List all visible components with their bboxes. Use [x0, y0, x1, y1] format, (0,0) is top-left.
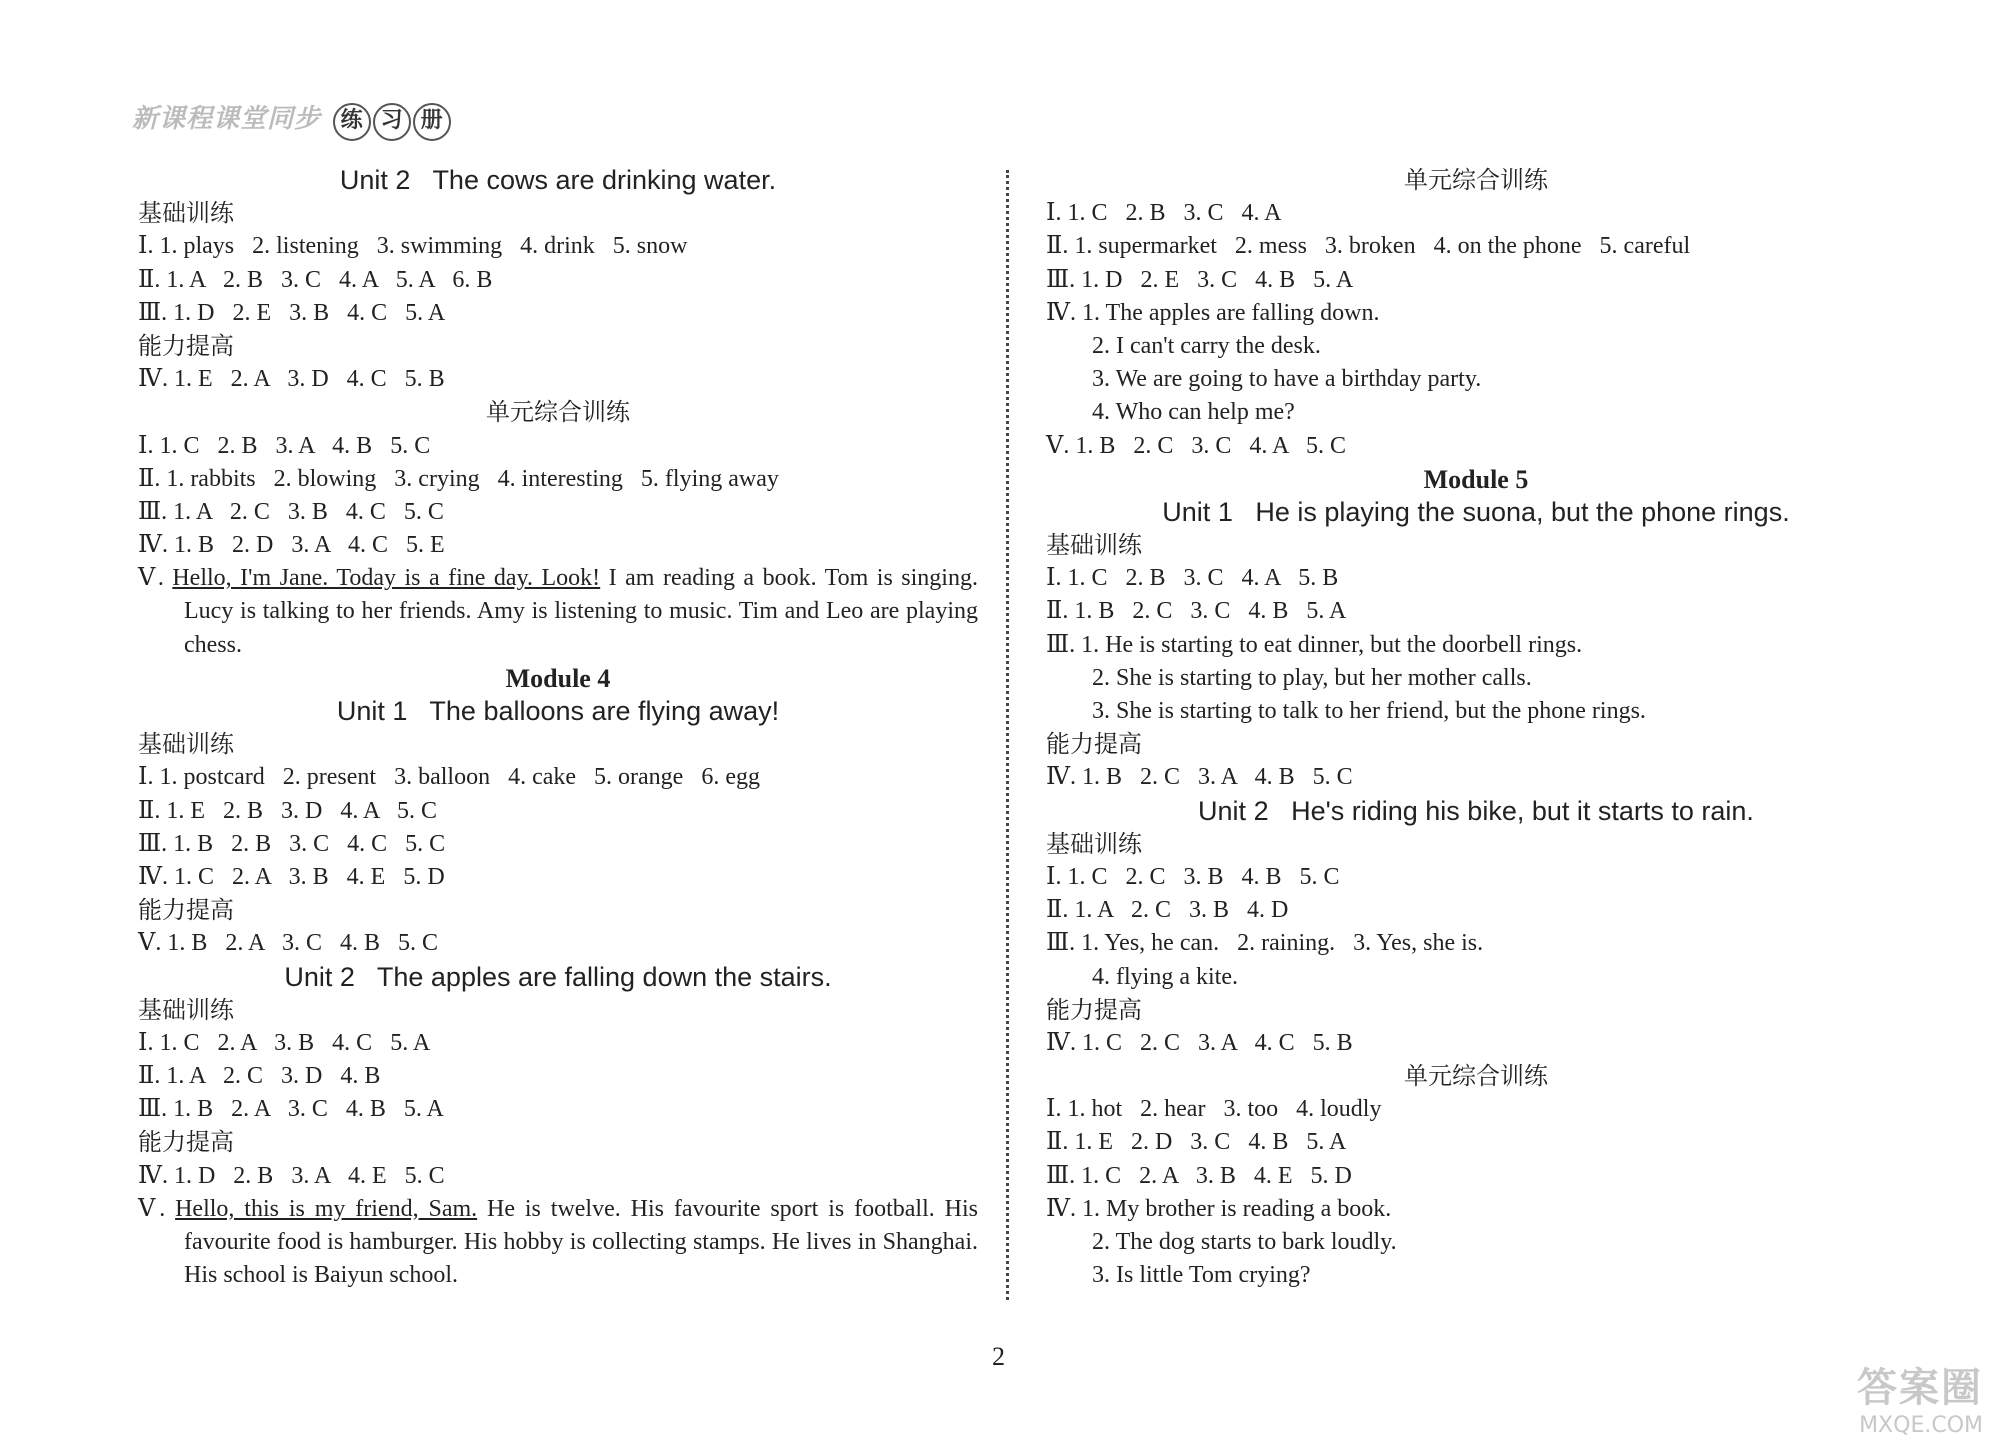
- left-column: [138, 164, 978, 1292]
- unit-heading: Unit 2 The apples are falling down the stairs.: [284, 961, 832, 992]
- answer-line: 2. She is starting to play, but her mother calls.: [1092, 664, 1532, 691]
- unit-heading: Unit 2 He's riding his bike, but it starts to rain.: [1198, 795, 1754, 826]
- answer-line: Ⅰ. 1. C 2. B 3. C 4. A 5. B: [1046, 565, 1339, 592]
- section-heading: 基础训练: [1046, 829, 1142, 858]
- answer-line: 2. I can't carry the desk.: [1092, 332, 1321, 359]
- answer-line: 3. She is starting to talk to her friend, but the phone rings.: [1092, 698, 1646, 724]
- module-heading: Module 5: [1423, 464, 1529, 494]
- paragraph-label: Ⅴ.: [138, 1195, 176, 1222]
- answer-line: Ⅱ. 1. supermarket 2. mess 3. broken 4. on the phone 5. careful: [1046, 233, 1691, 260]
- right-column: [1046, 164, 1906, 1292]
- answer-line: Ⅱ. 1. E 2. D 3. C 4. B 5. A: [1046, 1129, 1347, 1156]
- answer-line: 3. Is little Tom crying?: [1092, 1262, 1311, 1289]
- answer-line: Ⅲ. 1. A 2. C 3. B 4. C 5. C: [138, 498, 444, 525]
- section-heading: 能力提高: [1046, 995, 1142, 1024]
- answer-line: Ⅱ. 1. A 2. C 3. D 4. B: [138, 1063, 381, 1090]
- paragraph-text: I am reading a book. Tom is singing. Lucy is talking to her friends. Amy is listening to music. Tim and Leo are playing chess.: [184, 565, 978, 658]
- section-heading: 能力提高: [138, 331, 234, 360]
- header-badge: 册: [413, 103, 451, 141]
- header-title: 新课程课堂同步: [132, 104, 322, 134]
- section-heading: 能力提高: [1046, 730, 1142, 759]
- section-heading: 单元综合训练: [1404, 1062, 1548, 1091]
- unit-heading: Unit 1 The balloons are flying away!: [336, 696, 780, 727]
- answer-line: Ⅳ. 1. My brother is reading a book.: [1046, 1195, 1392, 1222]
- answer-paragraph: [138, 562, 978, 662]
- answer-line: Ⅲ. 1. B 2. B 3. C 4. C 5. C: [138, 830, 446, 857]
- answer-line: Ⅰ. 1. hot 2. hear 3. too 4. loudly: [1046, 1096, 1382, 1123]
- answer-line: 3. We are going to have a birthday party.: [1092, 366, 1482, 393]
- section-heading: 能力提高: [138, 896, 234, 925]
- paragraph-label: Ⅴ.: [138, 565, 173, 592]
- section-heading: 基础训练: [138, 199, 234, 228]
- answer-line: Ⅱ. 1. E 2. B 3. D 4. A 5. C: [138, 797, 438, 824]
- underlined-text: Hello, this is my friend, Sam.: [175, 1195, 478, 1222]
- answer-line: Ⅴ. 1. B 2. C 3. C 4. A 5. C: [1046, 432, 1347, 459]
- answer-line: Ⅰ. 1. plays 2. listening 3. swimming 4. drink 5. snow: [138, 233, 688, 260]
- section-heading: 基础训练: [138, 730, 234, 759]
- module-heading: Module 4: [505, 663, 611, 693]
- answer-line: Ⅲ. 1. C 2. A 3. B 4. E 5. D: [1046, 1162, 1352, 1189]
- answer-line: Ⅳ. 1. C 2. C 3. A 4. C 5. B: [1046, 1029, 1353, 1056]
- answer-line: Ⅱ. 1. A 2. B 3. C 4. A 5. A 6. B: [138, 266, 493, 293]
- section-heading: 单元综合训练: [486, 398, 630, 427]
- answer-line: Ⅰ. 1. postcard 2. present 3. balloon 4. cake 5. orange 6. egg: [138, 764, 760, 791]
- watermark-url: MXQE.COM: [1859, 1413, 1983, 1438]
- header-badge: 习: [373, 103, 411, 141]
- answer-line: Ⅰ. 1. C 2. B 3. C 4. A: [1046, 200, 1282, 227]
- unit-heading: Unit 2 The cows are drinking water.: [339, 165, 777, 195]
- answer-line: Ⅲ. 1. D 2. E 3. C 4. B 5. A: [1046, 266, 1354, 293]
- watermark-logo: 答案圈: [1857, 1365, 1983, 1411]
- header-logo: [132, 98, 451, 141]
- header-badge: 练: [333, 103, 371, 141]
- underlined-text: Hello, I'm Jane. Today is a fine day. Look!: [172, 565, 601, 592]
- paragraph-text: He is twelve. His favourite sport is football. His favourite food is hamburger. His hobby is collecting stamps. He lives in Shanghai. His school is Baiyun school.: [184, 1195, 978, 1289]
- section-heading: 基础训练: [138, 995, 234, 1024]
- answer-line: Ⅱ. 1. rabbits 2. blowing 3. crying 4. interesting 5. flying away: [138, 465, 779, 492]
- answer-paragraph: [138, 1193, 978, 1293]
- answer-line: Ⅲ. 1. B 2. A 3. C 4. B 5. A: [138, 1096, 444, 1123]
- answer-line: 2. The dog starts to bark loudly.: [1092, 1229, 1397, 1255]
- answer-line: Ⅰ. 1. C 2. A 3. B 4. C 5. A: [138, 1029, 431, 1056]
- answer-line: Ⅲ. 1. He is starting to eat dinner, but the doorbell rings.: [1046, 631, 1583, 658]
- answer-line: Ⅳ. 1. D 2. B 3. A 4. E 5. C: [138, 1162, 445, 1189]
- answer-line: Ⅲ. 1. Yes, he can. 2. raining. 3. Yes, she is.: [1046, 930, 1484, 957]
- answer-line: Ⅳ. 1. E 2. A 3. D 4. C 5. B: [138, 366, 445, 393]
- answer-line: 4. Who can help me?: [1092, 399, 1295, 426]
- column-divider: [1006, 170, 1009, 1300]
- answer-line: Ⅱ. 1. B 2. C 3. C 4. B 5. A: [1046, 598, 1347, 625]
- answer-line: Ⅰ. 1. C 2. B 3. A 4. B 5. C: [138, 432, 431, 459]
- answer-line: Ⅳ. 1. The apples are falling down.: [1046, 299, 1380, 326]
- answer-line: Ⅳ. 1. B 2. C 3. A 4. B 5. C: [1046, 764, 1353, 791]
- answer-line: Ⅳ. 1. C 2. A 3. B 4. E 5. D: [138, 863, 445, 890]
- unit-heading: Unit 1 He is playing the suona, but the phone rings.: [1162, 496, 1790, 527]
- section-heading: 基础训练: [1046, 531, 1142, 560]
- answer-line: Ⅰ. 1. C 2. C 3. B 4. B 5. C: [1046, 863, 1340, 890]
- answer-line: Ⅴ. 1. B 2. A 3. C 4. B 5. C: [138, 930, 439, 957]
- answer-line: Ⅲ. 1. D 2. E 3. B 4. C 5. A: [138, 299, 446, 326]
- page-number: 2: [992, 1342, 1005, 1371]
- answer-line: 4. flying a kite.: [1092, 963, 1238, 990]
- answer-line: Ⅳ. 1. B 2. D 3. A 4. C 5. E: [138, 532, 445, 559]
- answer-line: Ⅱ. 1. A 2. C 3. B 4. D: [1046, 897, 1289, 924]
- section-heading: 单元综合训练: [1404, 166, 1548, 194]
- section-heading: 能力提高: [138, 1128, 234, 1157]
- watermark: [1857, 1356, 1983, 1438]
